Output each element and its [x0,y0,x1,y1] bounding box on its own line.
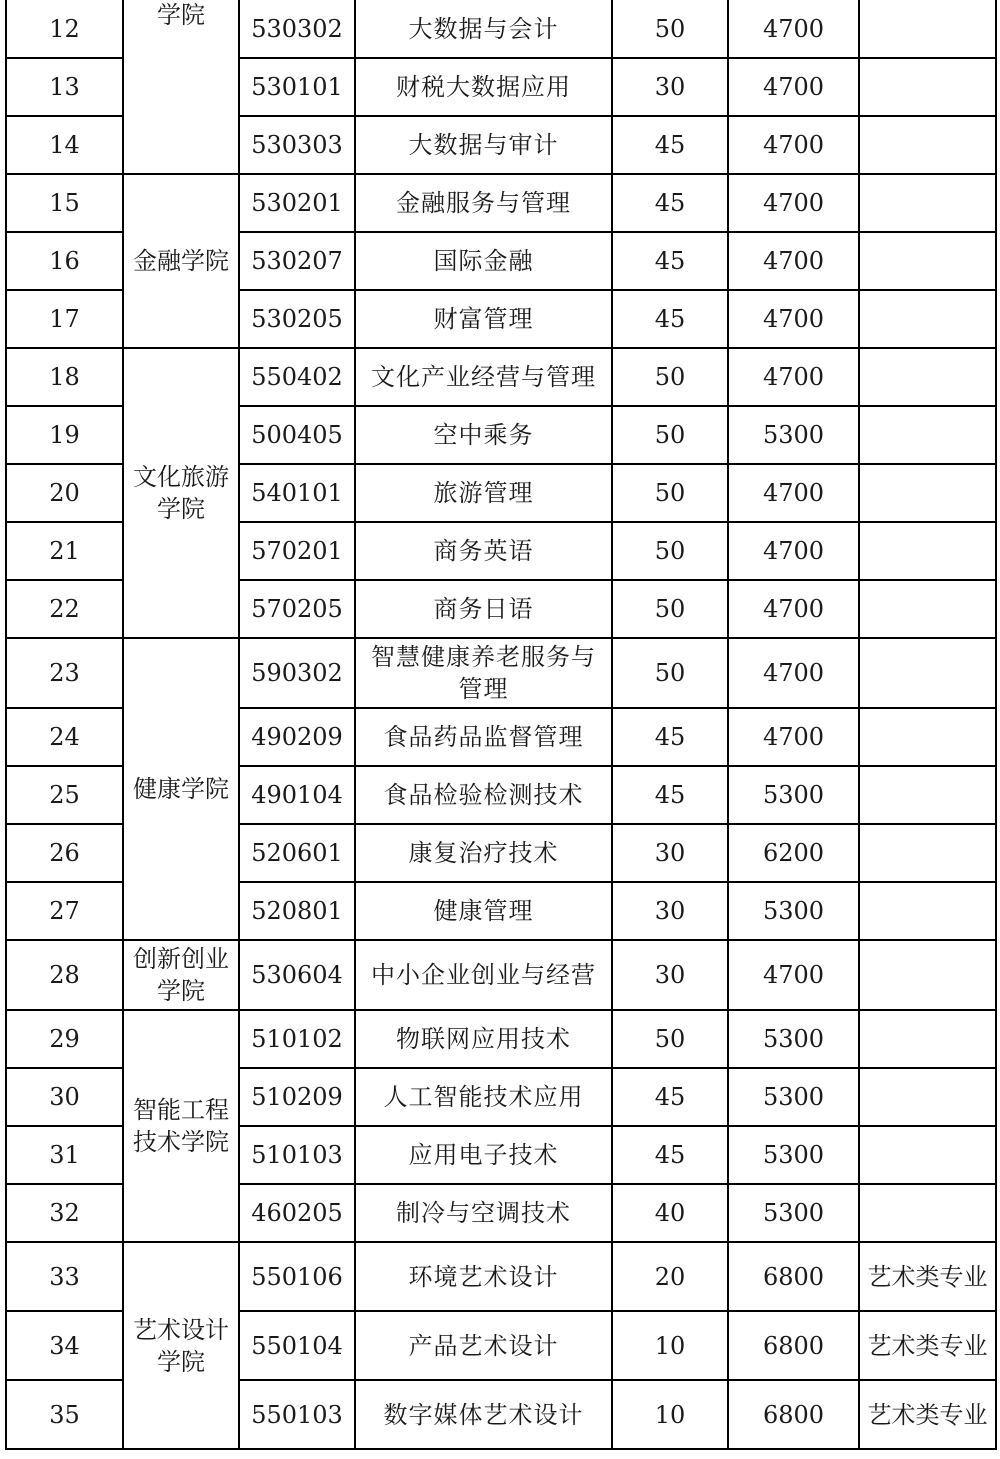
remark-cell [859,464,996,522]
table-row [6,638,996,708]
tuition-fee: 5300 [728,1010,859,1068]
major-name: 健康管理 [355,882,612,940]
enrollment-plan: 20 [612,1242,728,1311]
major-code: 530302 [239,0,355,58]
major-name: 财税大数据应用 [355,58,612,116]
major-name: 商务英语 [355,522,612,580]
enrollment-plan: 50 [612,1010,728,1068]
major-code: 530201 [239,174,355,232]
row-number: 28 [6,940,123,1010]
remark-cell [859,290,996,348]
major-code: 520601 [239,824,355,882]
row-number: 19 [6,406,123,464]
tuition-fee: 4700 [728,116,859,174]
row-number: 21 [6,522,123,580]
tuition-fee: 5300 [728,882,859,940]
enrollment-plan: 50 [612,464,728,522]
major-name: 环境艺术设计 [355,1242,612,1311]
major-code: 510103 [239,1126,355,1184]
row-number: 13 [6,58,123,116]
major-name: 数字媒体艺术设计 [355,1380,612,1449]
tuition-fee: 5300 [728,1126,859,1184]
row-number: 30 [6,1068,123,1126]
row-number: 17 [6,290,123,348]
row-number: 22 [6,580,123,638]
remark-cell [859,116,996,174]
enrollment-plan: 45 [612,766,728,824]
major-name: 食品检验检测技术 [355,766,612,824]
tuition-fee: 6800 [728,1380,859,1449]
remark-cell [859,766,996,824]
major-code: 530303 [239,116,355,174]
remark-cell [859,348,996,406]
college-cell: 艺术设计学院 [123,1242,239,1449]
enrollment-plan: 45 [612,708,728,766]
enrollment-plan: 45 [612,174,728,232]
remark-cell [859,1068,996,1126]
major-name: 空中乘务 [355,406,612,464]
tuition-fee: 6800 [728,1311,859,1380]
row-number: 18 [6,348,123,406]
remark-cell [859,882,996,940]
enrollment-plan: 10 [612,1311,728,1380]
major-name: 商务日语 [355,580,612,638]
table-row [6,348,996,406]
tuition-fee: 4700 [728,348,859,406]
tuition-fee: 4700 [728,580,859,638]
remark-cell [859,940,996,1010]
tuition-fee: 4700 [728,940,859,1010]
row-number: 26 [6,824,123,882]
major-code: 510209 [239,1068,355,1126]
row-number: 12 [6,0,123,58]
row-number: 29 [6,1010,123,1068]
enrollment-plan: 45 [612,290,728,348]
row-number: 32 [6,1184,123,1242]
major-name: 国际金融 [355,232,612,290]
major-code: 510102 [239,1010,355,1068]
tuition-fee: 4700 [728,522,859,580]
tuition-fee: 6800 [728,1242,859,1311]
major-code: 550402 [239,348,355,406]
major-code: 550103 [239,1380,355,1449]
college-cell: 智能工程技术学院 [123,1010,239,1242]
college-cell: 金融学院 [123,174,239,348]
major-name: 智慧健康养老服务与管理 [355,638,612,708]
table-row [6,1010,996,1068]
remark-cell [859,406,996,464]
remark-cell [859,174,996,232]
table-row [6,940,996,1010]
tuition-fee: 5300 [728,1068,859,1126]
enrollment-plan: 30 [612,58,728,116]
enrollment-plan: 50 [612,580,728,638]
tuition-fee: 5300 [728,766,859,824]
row-number: 16 [6,232,123,290]
enrollment-table [5,0,997,1450]
major-name: 制冷与空调技术 [355,1184,612,1242]
enrollment-plan: 10 [612,1380,728,1449]
row-number: 24 [6,708,123,766]
major-code: 550106 [239,1242,355,1311]
enrollment-plan: 45 [612,116,728,174]
major-code: 460205 [239,1184,355,1242]
major-code: 520801 [239,882,355,940]
major-code: 490104 [239,766,355,824]
major-name: 大数据与会计 [355,0,612,58]
remark-cell [859,1126,996,1184]
major-name: 物联网应用技术 [355,1010,612,1068]
table-row [6,0,996,58]
major-name: 金融服务与管理 [355,174,612,232]
major-name: 旅游管理 [355,464,612,522]
major-name: 食品药品监督管理 [355,708,612,766]
remark-cell [859,1010,996,1068]
major-name: 产品艺术设计 [355,1311,612,1380]
remark-cell [859,0,996,58]
college-cell: 健康学院 [123,638,239,940]
remark-cell [859,638,996,708]
remark-cell [859,58,996,116]
row-number: 20 [6,464,123,522]
major-code: 530101 [239,58,355,116]
remark-cell [859,708,996,766]
major-code: 500405 [239,406,355,464]
major-code: 530604 [239,940,355,1010]
tuition-fee: 6200 [728,824,859,882]
row-number: 33 [6,1242,123,1311]
row-number: 31 [6,1126,123,1184]
major-code: 530207 [239,232,355,290]
college-cell: 创新创业学院 [123,940,239,1010]
row-number: 23 [6,638,123,708]
major-code: 570205 [239,580,355,638]
major-name: 财富管理 [355,290,612,348]
row-number: 15 [6,174,123,232]
tuition-fee: 4700 [728,58,859,116]
row-number: 27 [6,882,123,940]
remark-cell [859,232,996,290]
row-number: 35 [6,1380,123,1449]
enrollment-plan: 50 [612,406,728,464]
row-number: 14 [6,116,123,174]
tuition-fee: 5300 [728,406,859,464]
enrollment-plan: 45 [612,1126,728,1184]
enrollment-plan: 50 [612,522,728,580]
remark-cell [859,824,996,882]
tuition-fee: 4700 [728,464,859,522]
table-row [6,1242,996,1311]
remark-cell [859,580,996,638]
remark-cell [859,1184,996,1242]
tuition-fee: 5300 [728,1184,859,1242]
major-name: 中小企业创业与经营 [355,940,612,1010]
enrollment-plan: 30 [612,940,728,1010]
major-code: 550104 [239,1311,355,1380]
row-number: 34 [6,1311,123,1380]
major-code: 570201 [239,522,355,580]
enrollment-plan: 50 [612,0,728,58]
remark-cell: 艺术类专业 [859,1380,996,1449]
tuition-fee: 4700 [728,290,859,348]
row-number: 25 [6,766,123,824]
remark-cell [859,522,996,580]
college-cell: 学院 [123,0,239,174]
major-code: 540101 [239,464,355,522]
major-code: 590302 [239,638,355,708]
remark-cell: 艺术类专业 [859,1242,996,1311]
college-cell: 文化旅游学院 [123,348,239,638]
table-row [6,174,996,232]
major-code: 530205 [239,290,355,348]
major-name: 应用电子技术 [355,1126,612,1184]
enrollment-plan: 45 [612,232,728,290]
enrollment-plan: 50 [612,638,728,708]
enrollment-plan: 50 [612,348,728,406]
tuition-fee: 4700 [728,638,859,708]
tuition-fee: 4700 [728,708,859,766]
major-name: 人工智能技术应用 [355,1068,612,1126]
major-code: 490209 [239,708,355,766]
major-name: 文化产业经营与管理 [355,348,612,406]
enrollment-plan: 45 [612,1068,728,1126]
tuition-fee: 4700 [728,0,859,58]
remark-cell: 艺术类专业 [859,1311,996,1380]
tuition-fee: 4700 [728,232,859,290]
enrollment-plan: 40 [612,1184,728,1242]
enrollment-plan: 30 [612,824,728,882]
major-name: 大数据与审计 [355,116,612,174]
tuition-fee: 4700 [728,174,859,232]
major-name: 康复治疗技术 [355,824,612,882]
enrollment-plan: 30 [612,882,728,940]
